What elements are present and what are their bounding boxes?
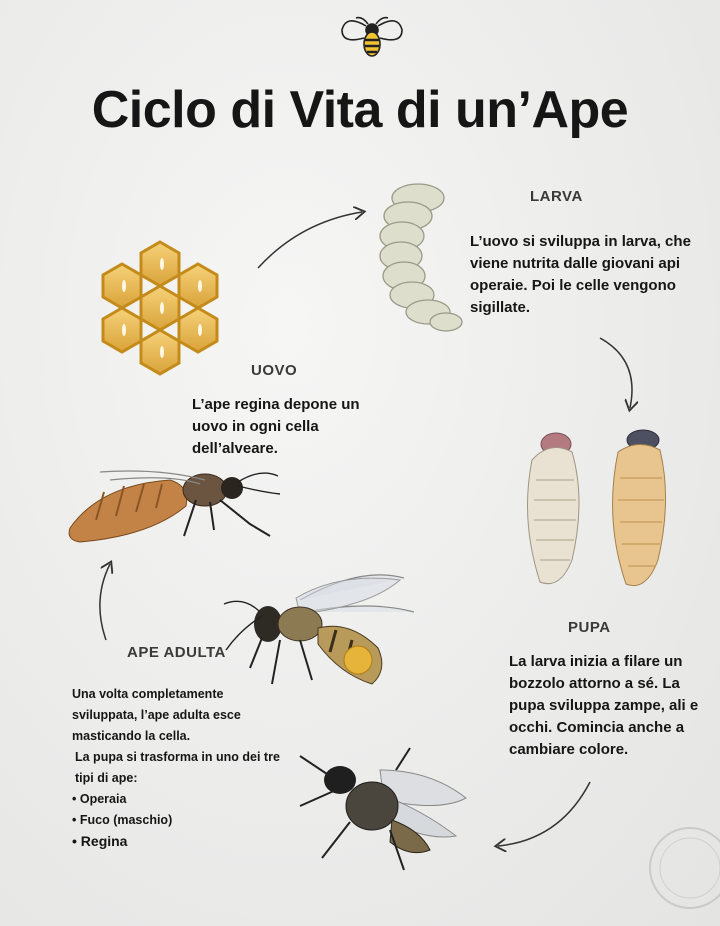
arrow-pupa-adulta — [498, 782, 590, 846]
stage-desc-uovo: L’ape regina depone un uovo in ogni cella dell’alveare. — [192, 396, 360, 457]
pupa-pair — [528, 430, 666, 586]
adulta-desc-line1: Una volta completamente sviluppata, l’ape adulta esce masticando la cella. — [72, 687, 241, 743]
stage-label-larva: LARVA — [530, 188, 583, 205]
stage-desc-pupa: La larva inizia a filare un bozzolo attorno a sé. La pupa sviluppa zampe, ali e occhi. Comincia anche a cambiare colore. — [509, 653, 699, 758]
bee-type-item: • Fuco (maschio) — [72, 810, 292, 831]
stage-desc-adulta — [72, 684, 292, 852]
stage-label-adulta: APE ADULTA — [127, 644, 226, 661]
bee-type-item: • Regina — [72, 831, 292, 852]
queen-bee — [69, 471, 280, 542]
stage-desc-larva: L’uovo si sviluppa in larva, che viene nutrita dalle giovani api operaie. Poi le celle vengono sigillate. — [470, 233, 691, 316]
stage-label-pupa: PUPA — [568, 619, 611, 636]
emerging-bee — [300, 748, 466, 870]
worker-bee — [224, 575, 414, 684]
bee-outline-icon — [342, 18, 402, 56]
bee-types-list — [72, 789, 292, 852]
arrow-adulta-uovo — [100, 564, 110, 640]
honeycomb-eggs — [103, 242, 217, 374]
stage-label-uovo: UOVO — [251, 362, 298, 379]
larva — [380, 184, 462, 331]
watermark-seal — [650, 828, 720, 908]
arrow-larva-pupa — [600, 338, 632, 408]
arrow-uovo-larva — [258, 212, 362, 268]
page-title: Ciclo di Vita di un’Ape — [91, 81, 629, 139]
adulta-desc-line2: La pupa si trasforma in uno dei tre tipi di ape: — [75, 750, 280, 785]
bee-type-item: • Operaia — [72, 789, 292, 810]
